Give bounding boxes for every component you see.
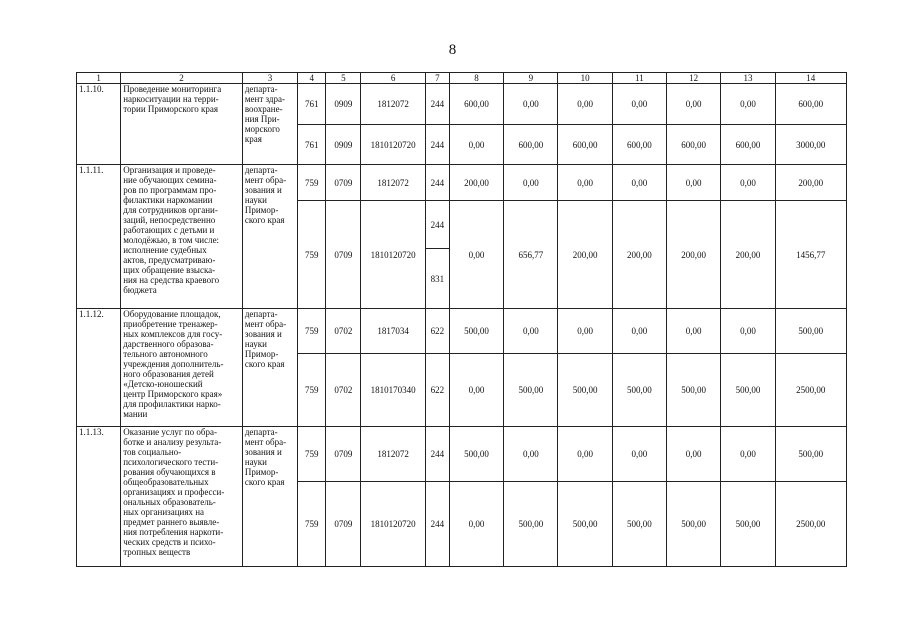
cell-expense-type: 622 bbox=[425, 309, 449, 354]
cell-code: 759 bbox=[298, 482, 326, 567]
cell-value: 500,00 bbox=[667, 482, 721, 567]
table-row bbox=[77, 427, 847, 482]
item-description: Проведение мониторинга наркоситуации на терри- тории Приморского края bbox=[121, 84, 243, 165]
cell-value: 500,00 bbox=[721, 354, 775, 427]
cell-section: 0709 bbox=[326, 201, 361, 309]
column-number: 11 bbox=[612, 73, 666, 84]
cell-value: 600,00 bbox=[558, 125, 612, 165]
column-number: 2 bbox=[121, 73, 243, 84]
cell-value: 500,00 bbox=[612, 482, 666, 567]
cell-value: 500,00 bbox=[721, 482, 775, 567]
cell-value: 0,00 bbox=[667, 427, 721, 482]
item-id: 1.1.12. bbox=[77, 309, 121, 427]
cell-value: 600,00 bbox=[721, 125, 775, 165]
cell-value: 0,00 bbox=[721, 84, 775, 125]
cell-value: 0,00 bbox=[612, 165, 666, 201]
cell-value: 0,00 bbox=[612, 427, 666, 482]
cell-value: 600,00 bbox=[612, 125, 666, 165]
column-number: 3 bbox=[242, 73, 297, 84]
cell-value: 600,00 bbox=[504, 125, 558, 165]
column-number: 4 bbox=[298, 73, 326, 84]
table-row bbox=[77, 84, 847, 125]
cell-expense-type: 244 bbox=[425, 482, 449, 567]
item-executor: департа- мент обра- зования и науки Примор- ского края bbox=[242, 309, 297, 427]
cell-value: 0,00 bbox=[612, 309, 666, 354]
cell-code: 759 bbox=[298, 201, 326, 309]
cell-code: 761 bbox=[298, 84, 326, 125]
cell-total: 500,00 bbox=[775, 427, 846, 482]
cell-target: 1810170340 bbox=[361, 354, 425, 427]
cell-code: 761 bbox=[298, 125, 326, 165]
cell-total: 200,00 bbox=[775, 165, 846, 201]
item-executor: департа- мент здра- воохране- ния При- морского края bbox=[242, 84, 297, 165]
cell-value: 200,00 bbox=[667, 201, 721, 309]
cell-expense-type: 831 bbox=[425, 249, 449, 309]
cell-value: 200,00 bbox=[558, 201, 612, 309]
column-number: 6 bbox=[361, 73, 425, 84]
cell-total: 2500,00 bbox=[775, 482, 846, 567]
cell-value: 500,00 bbox=[558, 482, 612, 567]
cell-value: 656,77 bbox=[504, 201, 558, 309]
cell-section: 0909 bbox=[326, 125, 361, 165]
cell-target: 1812072 bbox=[361, 427, 425, 482]
cell-value: 200,00 bbox=[721, 201, 775, 309]
cell-value: 0,00 bbox=[612, 84, 666, 125]
column-number: 7 bbox=[425, 73, 449, 84]
budget-table bbox=[76, 72, 847, 567]
cell-target: 1817034 bbox=[361, 309, 425, 354]
page-number: 8 bbox=[448, 42, 457, 58]
cell-section: 0702 bbox=[326, 309, 361, 354]
cell-value: 500,00 bbox=[449, 309, 503, 354]
item-id: 1.1.10. bbox=[77, 84, 121, 165]
cell-target: 1810120720 bbox=[361, 482, 425, 567]
cell-value: 0,00 bbox=[558, 165, 612, 201]
item-executor: департа- мент обра- зования и науки Примор- ского края bbox=[242, 427, 297, 567]
cell-section: 0709 bbox=[326, 427, 361, 482]
cell-value: 0,00 bbox=[449, 201, 503, 309]
cell-target: 1810120720 bbox=[361, 201, 425, 309]
cell-value: 0,00 bbox=[558, 427, 612, 482]
cell-value: 0,00 bbox=[504, 427, 558, 482]
column-number: 10 bbox=[558, 73, 612, 84]
cell-value: 600,00 bbox=[449, 84, 503, 125]
column-number: 14 bbox=[775, 73, 846, 84]
cell-value: 500,00 bbox=[504, 482, 558, 567]
cell-target: 1812072 bbox=[361, 84, 425, 125]
cell-section: 0909 bbox=[326, 84, 361, 125]
cell-value: 0,00 bbox=[721, 165, 775, 201]
cell-value: 500,00 bbox=[667, 354, 721, 427]
cell-value: 0,00 bbox=[504, 84, 558, 125]
cell-total: 500,00 bbox=[775, 309, 846, 354]
cell-target: 1812072 bbox=[361, 165, 425, 201]
cell-code: 759 bbox=[298, 354, 326, 427]
cell-value: 500,00 bbox=[504, 354, 558, 427]
cell-section: 0702 bbox=[326, 354, 361, 427]
cell-value: 0,00 bbox=[449, 125, 503, 165]
cell-value: 500,00 bbox=[449, 427, 503, 482]
column-number: 12 bbox=[667, 73, 721, 84]
cell-expense-type: 244 bbox=[425, 201, 449, 249]
column-number: 9 bbox=[504, 73, 558, 84]
cell-value: 0,00 bbox=[667, 309, 721, 354]
cell-expense-type: 622 bbox=[425, 354, 449, 427]
cell-section: 0709 bbox=[326, 482, 361, 567]
cell-code: 759 bbox=[298, 309, 326, 354]
column-number: 5 bbox=[326, 73, 361, 84]
item-description: Оказание услуг по обра- ботке и анализу результа- тов социально- психологического тести- рования обучающихся в общеобразовательных организациях и професси- ональных образователь- ных организациях на предмет раннего выявле- ния потребления наркоти- ческих средств и психо- тропных веществ bbox=[121, 427, 243, 567]
cell-total: 600,00 bbox=[775, 84, 846, 125]
table-row bbox=[77, 309, 847, 354]
table-row bbox=[77, 165, 847, 201]
item-executor: департа- мент обра- зования и науки Примор- ского края bbox=[242, 165, 297, 309]
cell-value: 0,00 bbox=[721, 309, 775, 354]
cell-code: 759 bbox=[298, 427, 326, 482]
column-number: 8 bbox=[449, 73, 503, 84]
cell-total: 1456,77 bbox=[775, 201, 846, 309]
column-number: 13 bbox=[721, 73, 775, 84]
cell-value: 0,00 bbox=[558, 309, 612, 354]
item-description: Оборудование площадок, приобретение тренажер- ных комплексов для госу- дарственного образова- тельного автономного учреждения дополнитель- ного образования детей «Детско-юношеский центр Приморского края» для профилактики нарко- мании bbox=[121, 309, 243, 427]
cell-value: 200,00 bbox=[449, 165, 503, 201]
cell-expense-type: 244 bbox=[425, 165, 449, 201]
cell-code: 759 bbox=[298, 165, 326, 201]
cell-value: 600,00 bbox=[667, 125, 721, 165]
cell-value: 0,00 bbox=[504, 309, 558, 354]
cell-target: 1810120720 bbox=[361, 125, 425, 165]
cell-value: 0,00 bbox=[449, 354, 503, 427]
cell-value: 0,00 bbox=[449, 482, 503, 567]
cell-expense-type: 244 bbox=[425, 84, 449, 125]
item-id: 1.1.13. bbox=[77, 427, 121, 567]
item-id: 1.1.11. bbox=[77, 165, 121, 309]
column-number-row bbox=[77, 73, 847, 84]
cell-value: 500,00 bbox=[612, 354, 666, 427]
cell-total: 2500,00 bbox=[775, 354, 846, 427]
column-number: 1 bbox=[77, 73, 121, 84]
cell-value: 0,00 bbox=[504, 165, 558, 201]
cell-expense-type: 244 bbox=[425, 125, 449, 165]
cell-value: 0,00 bbox=[721, 427, 775, 482]
cell-total: 3000,00 bbox=[775, 125, 846, 165]
cell-value: 200,00 bbox=[612, 201, 666, 309]
cell-value: 0,00 bbox=[558, 84, 612, 125]
cell-value: 0,00 bbox=[667, 84, 721, 125]
cell-value: 0,00 bbox=[667, 165, 721, 201]
item-description: Организация и проведе- ние обучающих семина- ров по программам про- филактики наркомании для сотрудников органи- заций, непосредственно работающих с детьми и молодёжью, в том числе: исполнение судебных актов, предусматриваю- щих обращение взыска- ния на средства краевого бюджета bbox=[121, 165, 243, 309]
cell-expense-type: 244 bbox=[425, 427, 449, 482]
cell-section: 0709 bbox=[326, 165, 361, 201]
cell-value: 500,00 bbox=[558, 354, 612, 427]
